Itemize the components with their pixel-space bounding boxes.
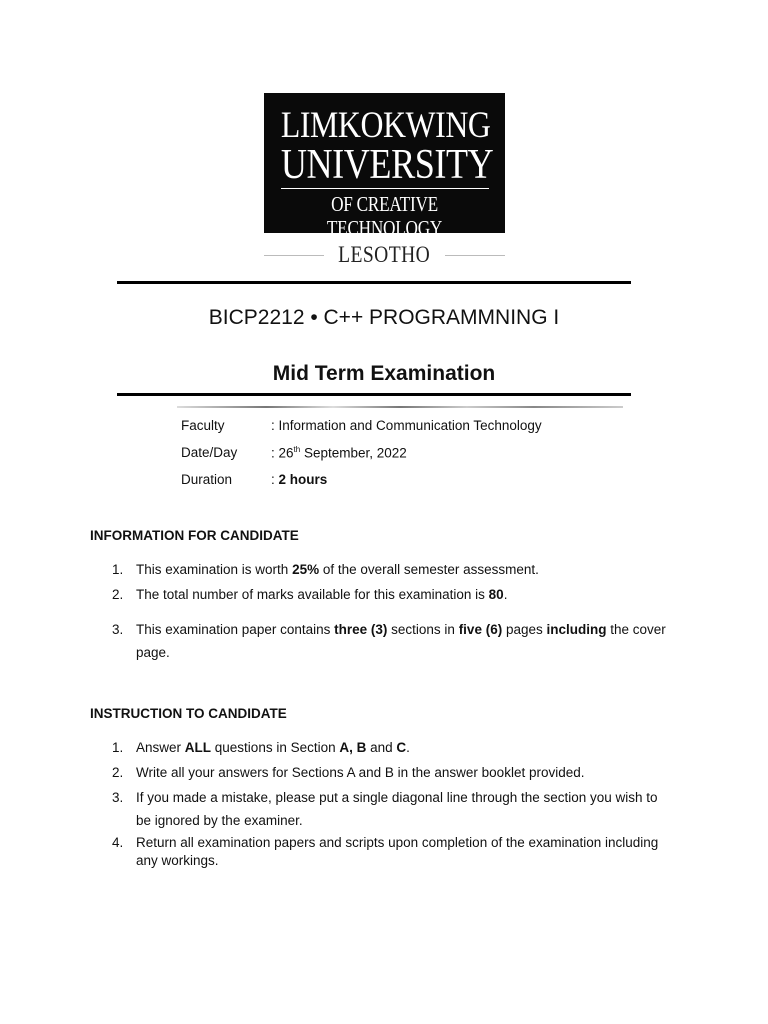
duration-value (271, 472, 327, 487)
duration-label: Duration (181, 472, 233, 487)
text-part: questions in Section (211, 740, 340, 755)
text-part: and (366, 740, 397, 755)
bold-part: C (396, 740, 407, 755)
item-number: 2. (112, 587, 124, 602)
bold-part: ALL (184, 740, 212, 755)
thin-divider (177, 406, 623, 408)
text-part: The total number of marks available for this examination is (136, 587, 489, 602)
faculty-label: Faculty (181, 418, 225, 433)
text-part: If you made a mistake, please put a single diagonal line through the section you wish to (136, 790, 658, 805)
logo-line-1: LIMKOKWING (280, 105, 491, 146)
duration-hours: 2 hours (278, 472, 328, 487)
date-rest: September, 2022 (300, 445, 407, 461)
date-value (271, 445, 407, 461)
text-part: This examination paper contains (136, 622, 335, 637)
instruction-heading: INSTRUCTION TO CANDIDATE (90, 706, 287, 721)
bold-part: 25% (292, 562, 320, 577)
text-part: any workings. (136, 853, 219, 868)
top-divider (117, 281, 631, 284)
item-number: 1. (112, 562, 124, 577)
bold-part: including (546, 622, 607, 637)
bold-part: five (6) (458, 622, 503, 637)
text-part: Answer (136, 740, 185, 755)
text-part: sections in (387, 622, 459, 637)
logo-sub-line-left (264, 255, 324, 256)
item-number: 2. (112, 765, 124, 780)
date-suffix: th (293, 445, 301, 454)
info-heading: INFORMATION FOR CANDIDATE (90, 528, 299, 543)
text-part: the cover (606, 622, 666, 637)
course-title: BICP2212 • C++ PROGRAMMNING I (208, 306, 560, 329)
text-part: . (503, 587, 508, 602)
text-part: pages (502, 622, 547, 637)
text-part: page. (136, 645, 170, 660)
text-part: This examination is worth (136, 562, 293, 577)
item-text (136, 583, 686, 606)
logo-sub-text: LESOTHO (338, 242, 431, 267)
title-divider (117, 393, 631, 396)
bold-part: A, B (339, 740, 367, 755)
bold-part: 80 (488, 587, 504, 602)
duration-prefix: : (271, 472, 279, 487)
logo-divider (281, 188, 489, 189)
text-part: be ignored by the examiner. (136, 813, 303, 828)
text-part: . (406, 740, 410, 755)
item-text (136, 558, 686, 581)
university-logo (264, 93, 505, 240)
item-text (136, 834, 686, 870)
item-text (136, 618, 686, 664)
logo-sub-line-right (445, 255, 505, 256)
logo-line-3: OF CREATIVE TECHNOLOGY (326, 192, 443, 240)
item-text (136, 786, 686, 832)
logo-line-2: UNIVERSITY (280, 142, 494, 188)
item-text (136, 736, 686, 759)
bold-part: three (3) (334, 622, 388, 637)
logo-subtitle (264, 241, 505, 269)
item-number: 3. (112, 790, 124, 805)
item-text: Write all your answers for Sections A and B in the answer booklet provided. (136, 765, 585, 780)
faculty-value: : Information and Communication Technology (271, 418, 542, 433)
text-part: of the overall semester assessment. (319, 562, 539, 577)
item-number: 3. (112, 622, 124, 637)
date-day: : 26 (271, 445, 294, 461)
item-number: 4. (112, 835, 124, 850)
item-number: 1. (112, 740, 124, 755)
text-part: Return all examination papers and scripts upon completion of the examination including (136, 835, 659, 850)
exam-title: Mid Term Examination (272, 362, 496, 385)
date-label: Date/Day (181, 445, 238, 460)
